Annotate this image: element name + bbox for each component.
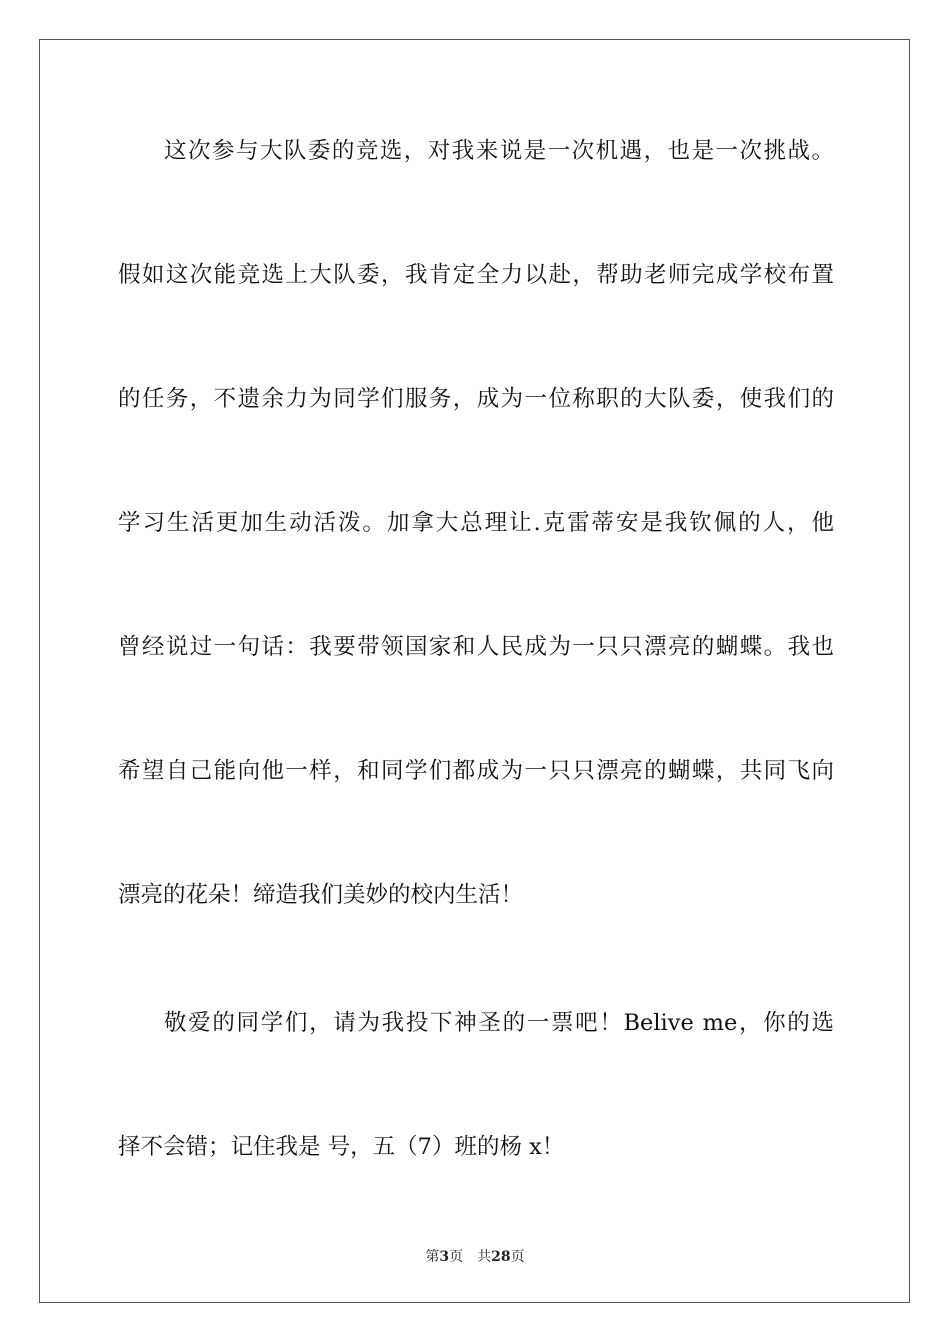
paragraph-2-line-2: 择不会错；记住我是 号，五（7）班的杨 x！	[118, 1134, 565, 1160]
paragraph-2-line-1: 敬爱的同学们，请为我投下神圣的一票吧！Belive me，你的选	[164, 1010, 834, 1036]
paragraph-1-line-7: 漂亮的花朵！缔造我们美妙的校内生活！	[118, 882, 524, 908]
page-border	[39, 39, 910, 1303]
paragraph-1-line-3: 的任务，不遗余力为同学们服务，成为一位称职的大队委，使我们的	[118, 386, 834, 412]
page-number: 3	[439, 1249, 450, 1265]
paragraph-1-line-6: 希望自己能向他一样，和同学们都成为一只只漂亮的蝴蝶，共同飞向	[118, 758, 834, 784]
total-pages: 28	[491, 1249, 511, 1265]
paragraph-1-line-2: 假如这次能竞选上大队委，我肯定全力以赴，帮助老师完成学校布置	[118, 262, 834, 288]
paragraph-1-line-1: 这次参与大队委的竞选，对我来说是一次机遇，也是一次挑战。	[164, 138, 834, 164]
paragraph-1-line-4: 学习生活更加生动活泼。加拿大总理让.克雷蒂安是我钦佩的人，他	[118, 510, 834, 536]
page-suffix: 页	[449, 1249, 464, 1265]
total-suffix: 页	[510, 1249, 525, 1265]
total-prefix: 共	[477, 1249, 492, 1265]
page-footer	[0, 1246, 950, 1266]
page-prefix: 第	[425, 1249, 440, 1265]
paragraph-1-line-5: 曾经说过一句话：我要带领国家和人民成为一只只漂亮的蝴蝶。我也	[118, 634, 834, 660]
